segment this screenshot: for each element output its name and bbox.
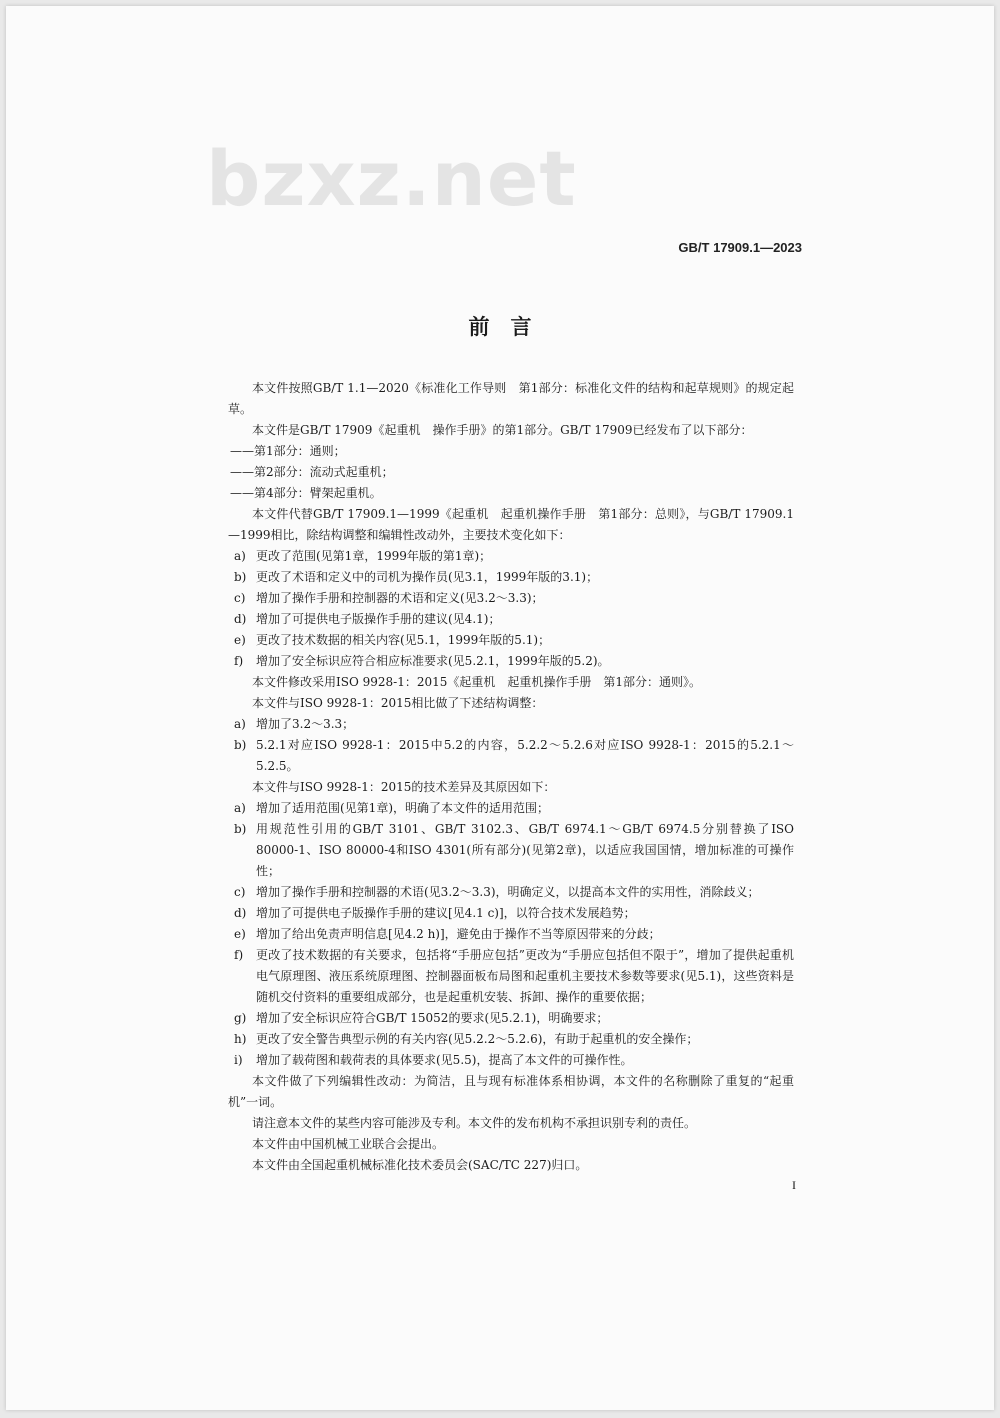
list-text: 增加了适用范围(见第1章)，明确了本文件的适用范围；	[256, 801, 550, 815]
watermark: bzxz.net	[206, 134, 577, 223]
list-item	[228, 1050, 794, 1071]
list-item	[228, 924, 794, 945]
list-item	[228, 945, 794, 1008]
list-text: 增加了3.2～3.3；	[256, 717, 355, 731]
list-marker: f)	[234, 654, 244, 668]
paragraph: 本文件修改采用ISO 9928-1：2015《起重机 起重机操作手册 第1部分：通则》。	[252, 675, 702, 689]
paragraph: 本文件由全国起重机械标准化技术委员会(SAC/TC 227)归口。	[252, 1158, 588, 1172]
list-text: 增加了操作手册和控制器的术语(见3.2～3.3)，明确定义，以提高本文件的实用性，消除歧义；	[256, 885, 760, 899]
list-item: ——第2部分：流动式起重机；	[230, 465, 394, 479]
list-marker: d)	[234, 906, 247, 920]
list-item	[228, 588, 794, 609]
paragraph: 本文件代替GB/T 17909.1—1999《起重机 起重机操作手册 第1部分：总则》，与GB/T 17909.1—1999相比，除结构调整和编辑性改动外，主要技术变化如下：	[228, 507, 794, 542]
paragraph: 本文件是GB/T 17909《起重机 操作手册》的第1部分。GB/T 17909已经发布了以下部分：	[252, 423, 753, 437]
list-text: 用规范性引用的GB/T 3101、GB/T 3102.3、GB/T 6974.1～GB/T 6974.5分别替换了ISO 80000-1、ISO 80000-4和ISO 4301(所有部分)(见第2章)，以适应我国国情，增加标准的可操作性；	[256, 822, 794, 878]
page-title: 前 言	[468, 315, 532, 339]
list-item	[228, 1029, 794, 1050]
list-item	[228, 714, 794, 735]
list-text: 增加了操作手册和控制器的术语和定义(见3.2～3.3)；	[256, 591, 544, 605]
list-text: 更改了范围(见第1章，1999年版的第1章)；	[256, 549, 492, 563]
page-number: I	[792, 1178, 796, 1192]
list-marker: b)	[234, 570, 247, 584]
list-item	[228, 819, 794, 882]
paragraph: 本文件与ISO 9928-1：2015相比做了下述结构调整：	[252, 696, 544, 710]
list-marker: h)	[234, 1032, 247, 1046]
list-marker: a)	[234, 717, 246, 731]
list-item	[228, 1008, 794, 1029]
list-item	[228, 651, 794, 672]
list-marker: e)	[234, 633, 246, 647]
list-text: 增加了给出免责声明信息[见4.2 h)]，避免由于操作不当等原因带来的分歧；	[256, 927, 661, 941]
list-text: 5.2.1对应ISO 9928-1：2015中5.2的内容，5.2.2～5.2.6对应ISO 9928-1：2015的5.2.1～5.2.5。	[256, 738, 794, 773]
foreword-body	[228, 378, 794, 1176]
list-marker: e)	[234, 927, 246, 941]
list-item	[228, 567, 794, 588]
list-item	[228, 630, 794, 651]
list-item	[228, 735, 794, 777]
list-marker: b)	[234, 738, 247, 752]
list-text: 增加了载荷图和载荷表的具体要求(见5.5)，提高了本文件的可操作性。	[256, 1053, 633, 1067]
paragraph: 请注意本文件的某些内容可能涉及专利。本文件的发布机构不承担识别专利的责任。	[252, 1116, 697, 1130]
paragraph: 本文件与ISO 9928-1：2015的技术差异及其原因如下：	[252, 780, 556, 794]
list-item	[228, 609, 794, 630]
list-marker: a)	[234, 549, 246, 563]
list-item	[228, 546, 794, 567]
list-item	[228, 798, 794, 819]
list-marker: f)	[234, 948, 244, 962]
list-marker: d)	[234, 612, 247, 626]
list-marker: c)	[234, 591, 246, 605]
paragraph: 本文件做了下列编辑性改动：为简洁，且与现有标准体系相协调，本文件的名称删除了重复的“起重机”一词。	[228, 1074, 794, 1109]
document-page	[6, 6, 994, 1410]
list-text: 增加了安全标识应符合GB/T 15052的要求(见5.2.1)，明确要求；	[256, 1011, 609, 1025]
list-item: ——第1部分：通则；	[230, 444, 346, 458]
list-marker: g)	[234, 1011, 247, 1025]
list-item: ——第4部分：臂架起重机。	[230, 486, 382, 500]
list-marker: a)	[234, 801, 246, 815]
list-text: 更改了安全警告典型示例的有关内容(见5.2.2～5.2.6)，有助于起重机的安全操作；	[256, 1032, 699, 1046]
list-item	[228, 903, 794, 924]
paragraph: 本文件由中国机械工业联合会提出。	[252, 1137, 445, 1151]
list-text: 更改了技术数据的相关内容(见5.1，1999年版的5.1)；	[256, 633, 551, 647]
list-text: 增加了可提供电子版操作手册的建议(见4.1)；	[256, 612, 501, 626]
list-marker: c)	[234, 885, 246, 899]
list-text: 更改了术语和定义中的司机为操作员(见3.1，1999年版的3.1)；	[256, 570, 599, 584]
list-marker: i)	[234, 1053, 243, 1067]
list-text: 增加了安全标识应符合相应标准要求(见5.2.1，1999年版的5.2)。	[256, 654, 610, 668]
list-item	[228, 882, 794, 903]
paragraph: 本文件按照GB/T 1.1—2020《标准化工作导则 第1部分：标准化文件的结构和起草规则》的规定起草。	[228, 381, 794, 416]
list-text: 更改了技术数据的有关要求，包括将“手册应包括”更改为“手册应包括但不限于”，增加了提供起重机电气原理图、液压系统原理图、控制器面板布局图和起重机主要技术参数等要求(见5.1)，这些资料是随机交付资料的重要组成部分，也是起重机安装、拆卸、操作的重要依据；	[256, 948, 794, 1004]
list-text: 增加了可提供电子版操作手册的建议[见4.1 c)]，以符合技术发展趋势；	[256, 906, 636, 920]
list-marker: b)	[234, 822, 247, 836]
document-number: GB/T 17909.1—2023	[678, 240, 802, 255]
